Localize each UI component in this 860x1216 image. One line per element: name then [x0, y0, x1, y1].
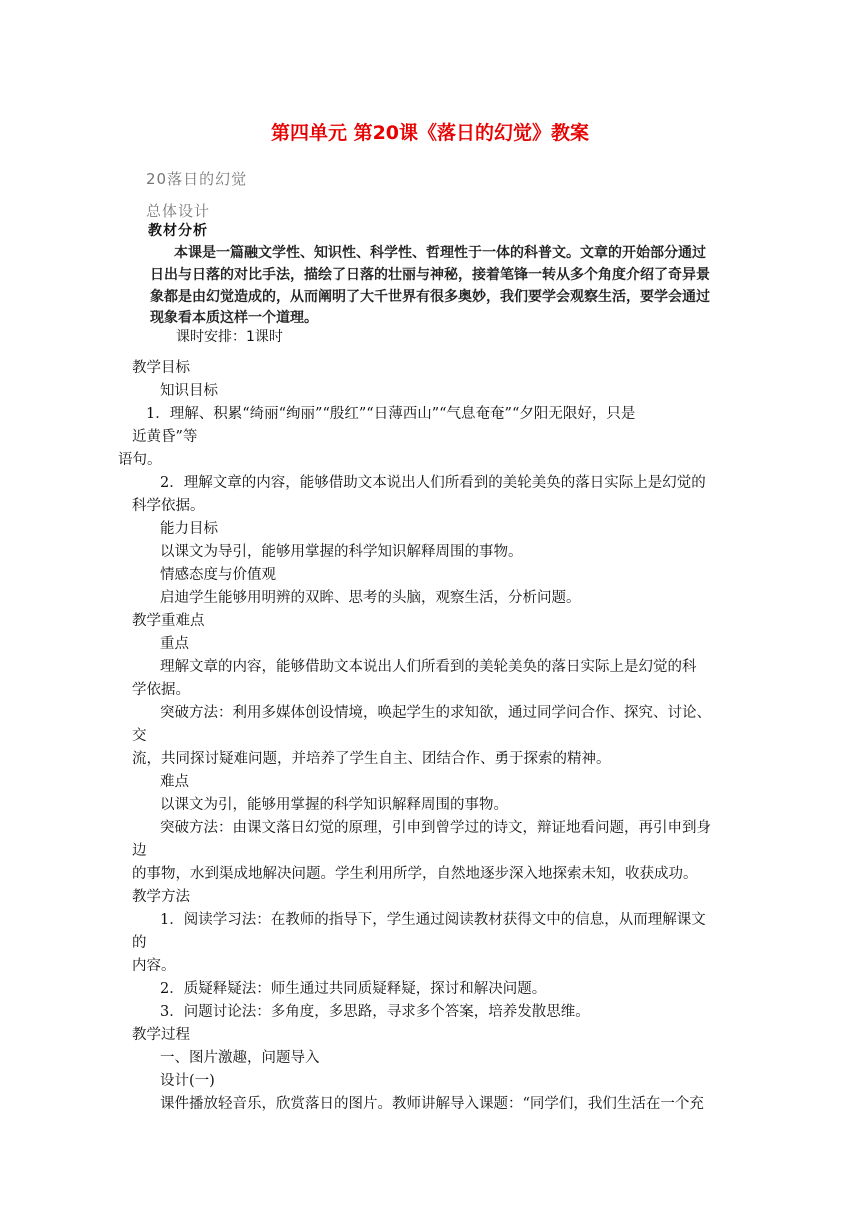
text-line: 近黄昏”等: [132, 429, 198, 445]
text-line: 的: [132, 935, 147, 951]
subheading: 重点: [160, 636, 189, 652]
analysis-line: 本课是一篇融文学性、知识性、科学性、哲理性于一体的科普文。文章的开始部分通过: [174, 245, 706, 261]
text-line: 流，共同探讨疑难问题，并培养了学生自主、团结合作、勇于探索的精神。: [132, 751, 611, 767]
page-title: 第四单元 第20课《落日的幻觉》教案: [270, 122, 590, 144]
schedule-text: 课时安排：1课时: [176, 329, 283, 345]
text-line: 以课文为导引，能够用掌握的科学知识解释周围的事物。: [160, 544, 523, 560]
design-heading: 总体设计: [146, 202, 211, 220]
lesson-heading: 20落日的幻觉: [146, 170, 248, 188]
text-line: 内容。: [132, 958, 176, 974]
section-heading: 教学目标: [132, 360, 190, 376]
text-line: 突破方法：由课文落日幻觉的原理，引申到曾学过的诗文，辩证地看问题，再引申到身: [160, 820, 711, 836]
subheading: 能力目标: [160, 521, 218, 537]
text-line: 的事物，水到渠成地解决问题。学生利用所学，自然地逐步深入地探索未知，收获成功。: [132, 866, 698, 882]
text-line: 突破方法：利用多媒体创设情境，唤起学生的求知欲，通过同学问合作、探究、讨论、: [160, 705, 711, 721]
text-line: 科学依据。: [132, 498, 205, 514]
text-line: 交: [132, 728, 147, 744]
section-heading: 教学重难点: [132, 613, 205, 629]
section-heading: 教学过程: [132, 1027, 190, 1043]
text-line: 2．理解文章的内容，能够借助文本说出人们所看到的美轮美奂的落日实际上是幻觉的: [160, 475, 706, 491]
text-line: 语句。: [118, 452, 162, 468]
subheading: 情感态度与价值观: [160, 567, 276, 583]
analysis-line: 现象看本质这样一个道理。: [150, 310, 318, 326]
text-line: 学依据。: [132, 682, 190, 698]
scanned-image-block: [146, 168, 726, 348]
subheading: 难点: [160, 774, 189, 790]
text-line: 理解文章的内容，能够借助文本说出人们所看到的美轮美奂的落日实际上是幻觉的科: [160, 659, 697, 675]
subheading: 设计(一): [160, 1073, 215, 1089]
subheading: 一、图片激趣，问题导入: [160, 1050, 320, 1066]
section-heading: 教学方法: [132, 889, 190, 905]
text-line: 启迪学生能够用明辨的双眸、思考的头脑，观察生活，分析问题。: [160, 590, 581, 606]
text-line: 1．阅读学习法：在教师的指导下，学生通过阅读教材获得文中的信息，从而理解课文: [160, 912, 706, 928]
text-line: 2．质疑释疑法：师生通过共同质疑释疑，探讨和解决问题。: [160, 981, 547, 997]
subheading: 知识目标: [160, 383, 218, 399]
text-line: 课件播放轻音乐，欣赏落日的图片。教师讲解导入课题：“同学们，我们生活在一个充: [160, 1096, 704, 1112]
text-line: 边: [132, 843, 147, 859]
analysis-heading: 教材分析: [148, 223, 208, 239]
text-line: 1．理解、积累“绮丽“绚丽”“殷红”“日薄西山”“气息奄奄”“夕阳无限好，只是: [146, 406, 636, 422]
text-line: 3．问题讨论法：多角度，多思路，寻求多个答案，培养发散思维。: [160, 1004, 590, 1020]
analysis-line: 象都是由幻觉造成的，从而阐明了大千世界有很多奥妙，我们要学会观察生活，要学会通过: [150, 289, 710, 305]
analysis-line: 日出与日落的对比手法，描绘了日落的壮丽与神秘，接着笔锋一转从多个角度介绍了奇异景: [150, 267, 710, 283]
text-line: 以课文为引，能够用掌握的科学知识解释周围的事物。: [160, 797, 508, 813]
